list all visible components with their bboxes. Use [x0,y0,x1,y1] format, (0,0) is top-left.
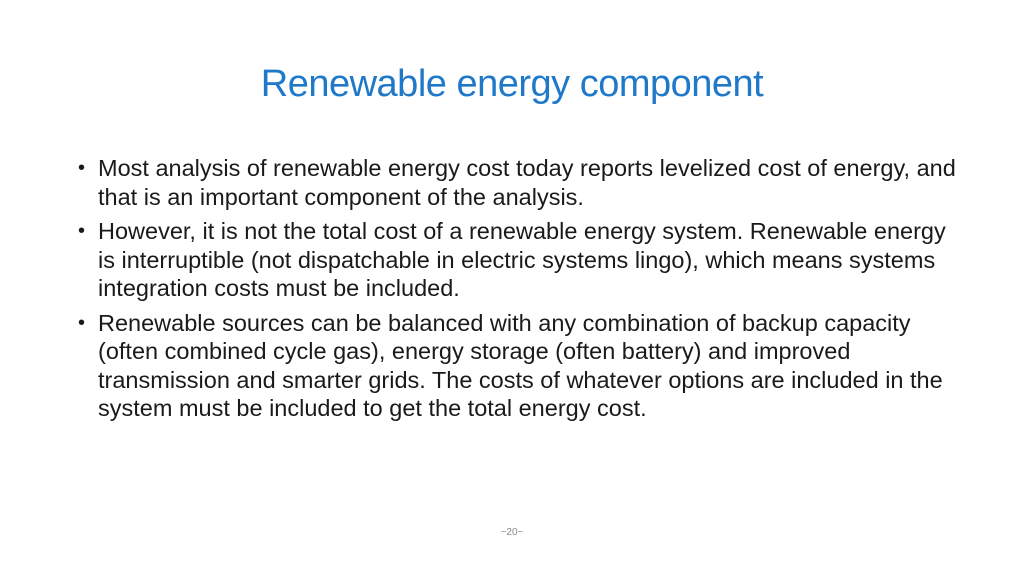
bullet-text: However, it is not the total cost of a renewable energy system. Renewable energy is interruptible (not dispatchable in electric systems lingo), which means systems integration costs must be included. [98,218,946,301]
bullet-list [76,154,956,429]
bullet-point-icon: • [78,311,86,334]
page-number: ~20~ [500,527,524,538]
bullet-point-icon: • [78,220,86,242]
bullet-item [76,309,956,423]
bullet-item [76,154,956,211]
bullet-text: Renewable sources can be balanced with any combination of backup capacity (often combined cycle gas), energy storage (often battery) and improved transmission and smarter grids. The costs of whatever options are included in the system must be included to get the total energy cost. [98,309,943,421]
slide-title: Renewable energy component [260,63,764,105]
bullet-text: Most analysis of renewable energy cost today reports levelized cost of energy, and that is an important component of the analysis. [98,155,956,210]
bullet-point-icon: • [78,157,86,179]
bullet-item [76,217,956,303]
